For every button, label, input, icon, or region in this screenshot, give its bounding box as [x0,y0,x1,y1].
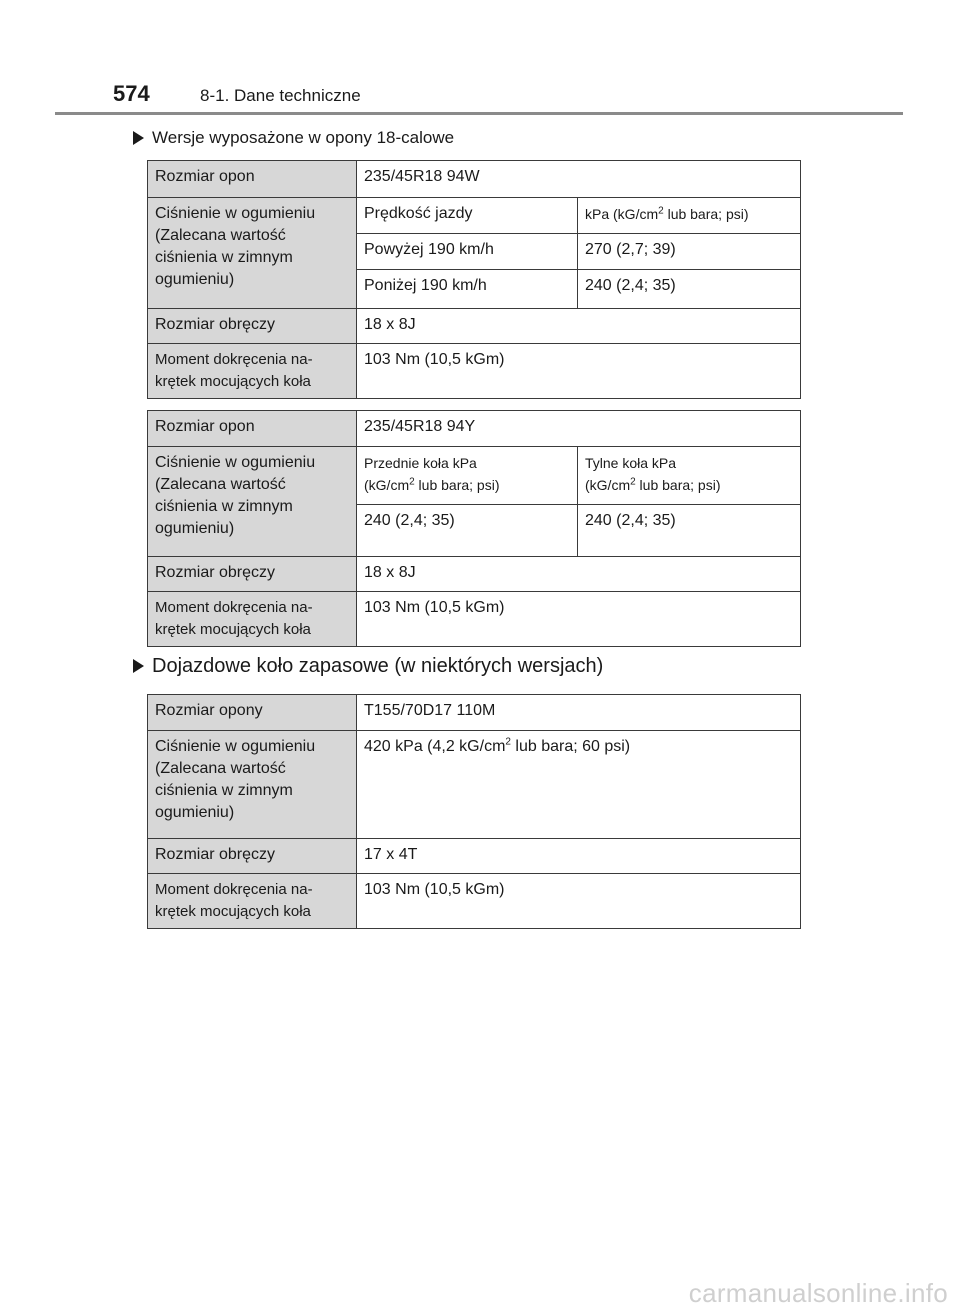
page-number: 574 [113,81,150,106]
speed-below-label: Poniżej 190 km/h [357,270,578,309]
subheading-spare-wheel [133,655,603,677]
rim-size-label: Rozmiar obręczy [148,309,357,344]
tire-table-94w [147,160,801,399]
tire-table-94y [147,410,801,647]
triangle-bullet-icon [133,131,144,145]
pressure-label: Ciśnienie w ogumieniu (Zalecana wartość ciśnienia w zimnym ogumieniu) [148,731,357,839]
tire-size-label: Rozmiar opon [148,161,357,198]
torque-value: 103 Nm (10,5 kGm) [357,874,801,929]
front-wheels-header: Przednie koła kPa ($kG/cm^2$ lub bara; psi) [357,447,578,505]
pressure-value: 420 kPa (4,2 $kG/cm^2$ lub bara; 60 psi) [357,731,801,839]
subheading-18-inch [133,127,454,149]
torque-label: Moment dokręcenia na-krętek mocujących koła [148,874,357,929]
tire-size-label: Rozmiar opon [148,411,357,447]
torque-value: 103 Nm (10,5 kGm) [357,344,801,399]
torque-label: Moment dokręcenia na-krętek mocujących koła [148,344,357,399]
speed-above-value: 270 (2,7; 39) [578,234,801,270]
rim-size-value: 18 x 8J [357,557,801,592]
rim-size-value: 18 x 8J [357,309,801,344]
page-header [55,80,903,112]
pressure-label: Ciśnienie w ogumieniu (Zalecana wartość ciśnienia w zimnym ogumieniu) [148,198,357,309]
rear-wheels-header: Tylne koła kPa ($kG/cm^2$ lub bara; psi) [578,447,801,505]
rim-size-label: Rozmiar obręczy [148,839,357,874]
rear-wheels-value: 240 (2,4; 35) [578,505,801,557]
speed-below-value: 240 (2,4; 35) [578,270,801,309]
speed-header: Prędkość jazdy [357,198,578,234]
header-divider [55,112,903,115]
tire-size-value: 235/45R18 94Y [357,411,801,447]
subheading-text: Dojazdowe koło zapasowe (w niektórych wersjach) [152,655,604,677]
watermark: carmanualsonline.info [688,1278,948,1308]
section-title: 8-1. Dane techniczne [200,86,361,105]
rim-size-label: Rozmiar obręczy [148,557,357,592]
pressure-label: Ciśnienie w ogumieniu (Zalecana wartość ciśnienia w zimnym ogumieniu) [148,447,357,557]
front-wheels-value: 240 (2,4; 35) [357,505,578,557]
tire-size-value: T155/70D17 110M [357,695,801,731]
spare-tire-table [147,694,801,929]
torque-label: Moment dokręcenia na-krętek mocujących koła [148,592,357,647]
speed-above-label: Powyżej 190 km/h [357,234,578,270]
unit-header: kPa ($kG/cm^2$ lub bara; psi) [578,198,801,234]
subheading-text: Wersje wyposażone w opony 18-calowe [152,128,455,147]
torque-value: 103 Nm (10,5 kGm) [357,592,801,647]
tire-size-label: Rozmiar opony [148,695,357,731]
tire-size-value: 235/45R18 94W [357,161,801,198]
triangle-bullet-icon [133,659,144,673]
rim-size-value: 17 x 4T [357,839,801,874]
